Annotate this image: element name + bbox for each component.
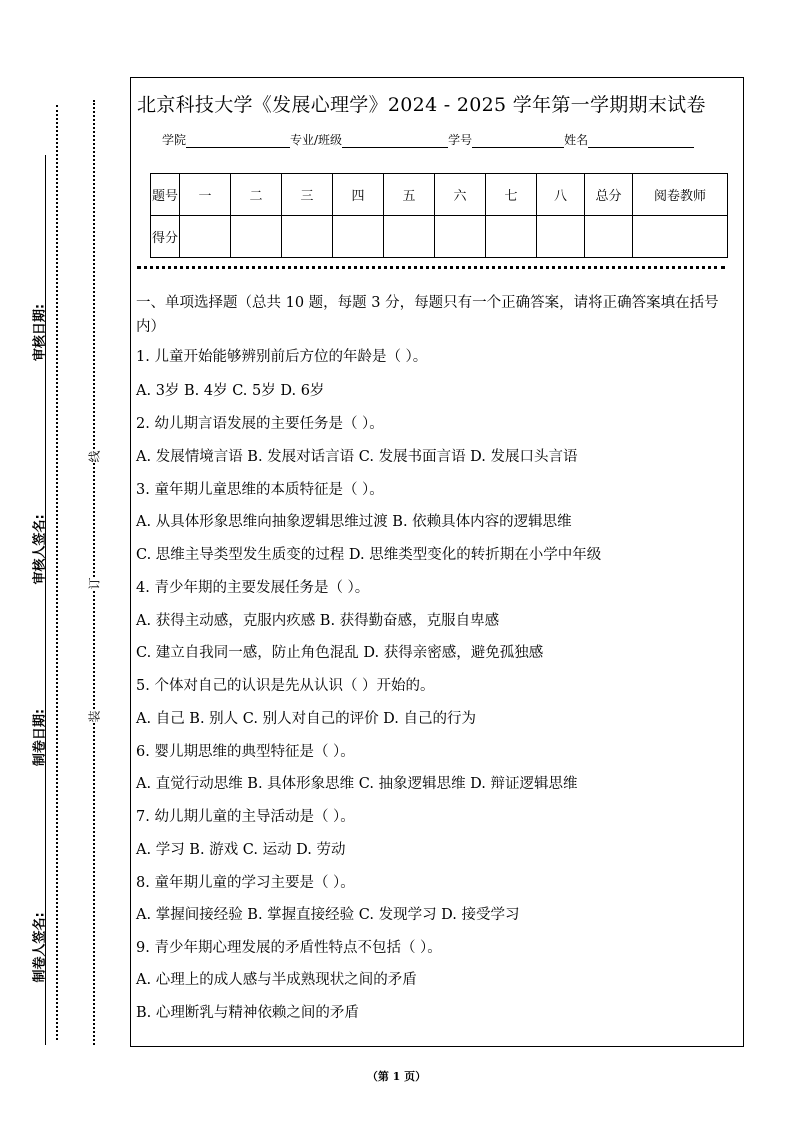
student-id-label: 学号 <box>448 133 473 147</box>
name-field[interactable] <box>588 133 694 148</box>
option-line: A. 心理上的成人感与半成熟现状之间的矛盾 <box>136 972 417 988</box>
option-line: C. 思维主导类型发生质变的过程 D. 思维类型变化的转折期在小学中年级 <box>136 547 602 563</box>
exam-title: 北京科技大学《发展心理学》2024 - 2025 学年第一学期期末试卷 <box>137 94 706 116</box>
col-8: 八 <box>537 174 585 216</box>
question-line: 5. 个体对自己的认识是先从认识（ ）开始的。 <box>136 678 435 694</box>
score-table <box>150 173 728 258</box>
question-line: 1. 儿童开始能够辨别前后方位的年龄是（ ）。 <box>136 349 428 365</box>
score-cell[interactable] <box>384 216 435 258</box>
review-date-label: 审核日期: <box>32 303 48 362</box>
option-line: B. 心理断乳与精神依赖之间的矛盾 <box>136 1005 359 1021</box>
col-total: 总分 <box>585 174 633 216</box>
student-id-field[interactable] <box>472 133 564 148</box>
college-field[interactable] <box>186 133 290 148</box>
cut-line-right <box>93 100 95 1045</box>
option-line: C. 建立自我同一感，防止角色混乱 D. 获得亲密感，避免孤独感 <box>136 645 544 661</box>
maker-sign-label: 制卷人签名: <box>32 912 48 983</box>
option-line: A. 获得主动感，克服内疚感 B. 获得勤奋感，克服自卑感 <box>136 613 500 629</box>
score-cell[interactable] <box>435 216 486 258</box>
option-line: A. 从具体形象思维向抽象逻辑思维过渡 B. 依赖具体内容的逻辑思维 <box>136 514 572 530</box>
question-line: 2. 幼儿期言语发展的主要任务是（ ）。 <box>136 416 384 432</box>
score-table-score-row <box>151 216 728 258</box>
maker-date-label: 制卷日期: <box>32 708 48 767</box>
score-cell[interactable] <box>333 216 384 258</box>
score-cell[interactable] <box>585 216 633 258</box>
major-field[interactable] <box>342 133 448 148</box>
name-label: 姓名 <box>564 133 589 147</box>
option-line: A. 掌握间接经验 B. 掌握直接经验 C. 发现学习 D. 接受学习 <box>136 907 520 923</box>
cut-line-left <box>56 105 58 1040</box>
col-2: 二 <box>231 174 282 216</box>
question-line: 7. 幼儿期儿童的主导活动是（ ）。 <box>136 809 355 825</box>
score-cell[interactable] <box>180 216 231 258</box>
col-6: 六 <box>435 174 486 216</box>
option-line: A. 3岁 B. 4岁 C. 5岁 D. 6岁 <box>136 383 325 399</box>
reviewer-sign-label: 审核人签名: <box>32 514 48 585</box>
cut-mark-ding: 订 <box>87 577 102 590</box>
question-line: 4. 青少年期的主要发展任务是（ ）。 <box>136 580 370 596</box>
score-cell[interactable] <box>537 216 585 258</box>
cut-mark-zhuang: 装 <box>87 710 102 723</box>
col-7: 七 <box>486 174 537 216</box>
section-divider <box>137 266 725 269</box>
option-line: A. 学习 B. 游戏 C. 运动 D. 劳动 <box>136 842 346 858</box>
score-cell[interactable] <box>282 216 333 258</box>
row-label-question: 题号 <box>151 174 180 216</box>
question-line: 3. 童年期儿童思维的本质特征是（ ）。 <box>136 482 384 498</box>
col-4: 四 <box>333 174 384 216</box>
student-info-row <box>162 131 694 148</box>
college-label: 学院 <box>162 133 187 147</box>
cut-mark-xian: 线 <box>87 450 102 463</box>
score-cell[interactable] <box>633 216 728 258</box>
section-heading: 一、单项选择题（总共 10 题，每题 3 分，每题只有一个正确答案，请将正确答案填在括号内） <box>136 295 719 335</box>
score-table-header-row <box>151 174 728 216</box>
option-line: A. 自己 B. 别人 C. 别人对自己的评价 D. 自己的行为 <box>136 711 477 727</box>
score-cell[interactable] <box>486 216 537 258</box>
col-1: 一 <box>180 174 231 216</box>
question-line: 6. 婴儿期思维的典型特征是（ ）。 <box>136 744 355 760</box>
major-label: 专业/班级 <box>290 133 343 147</box>
question-line: 9. 青少年期心理发展的矛盾性特点不包括（ ）。 <box>136 940 442 956</box>
page-number: （第 1 页） <box>366 1070 427 1083</box>
score-cell[interactable] <box>231 216 282 258</box>
option-line: A. 直觉行动思维 B. 具体形象思维 C. 抽象逻辑思维 D. 辩证逻辑思维 <box>136 776 578 792</box>
col-5: 五 <box>384 174 435 216</box>
col-3: 三 <box>282 174 333 216</box>
col-grader: 阅卷教师 <box>633 174 728 216</box>
row-label-score: 得分 <box>151 216 180 258</box>
question-line: 8. 童年期儿童的学习主要是（ ）。 <box>136 875 355 891</box>
option-line: A. 发展情境言语 B. 发展对话言语 C. 发展书面言语 D. 发展口头言语 <box>136 449 578 465</box>
